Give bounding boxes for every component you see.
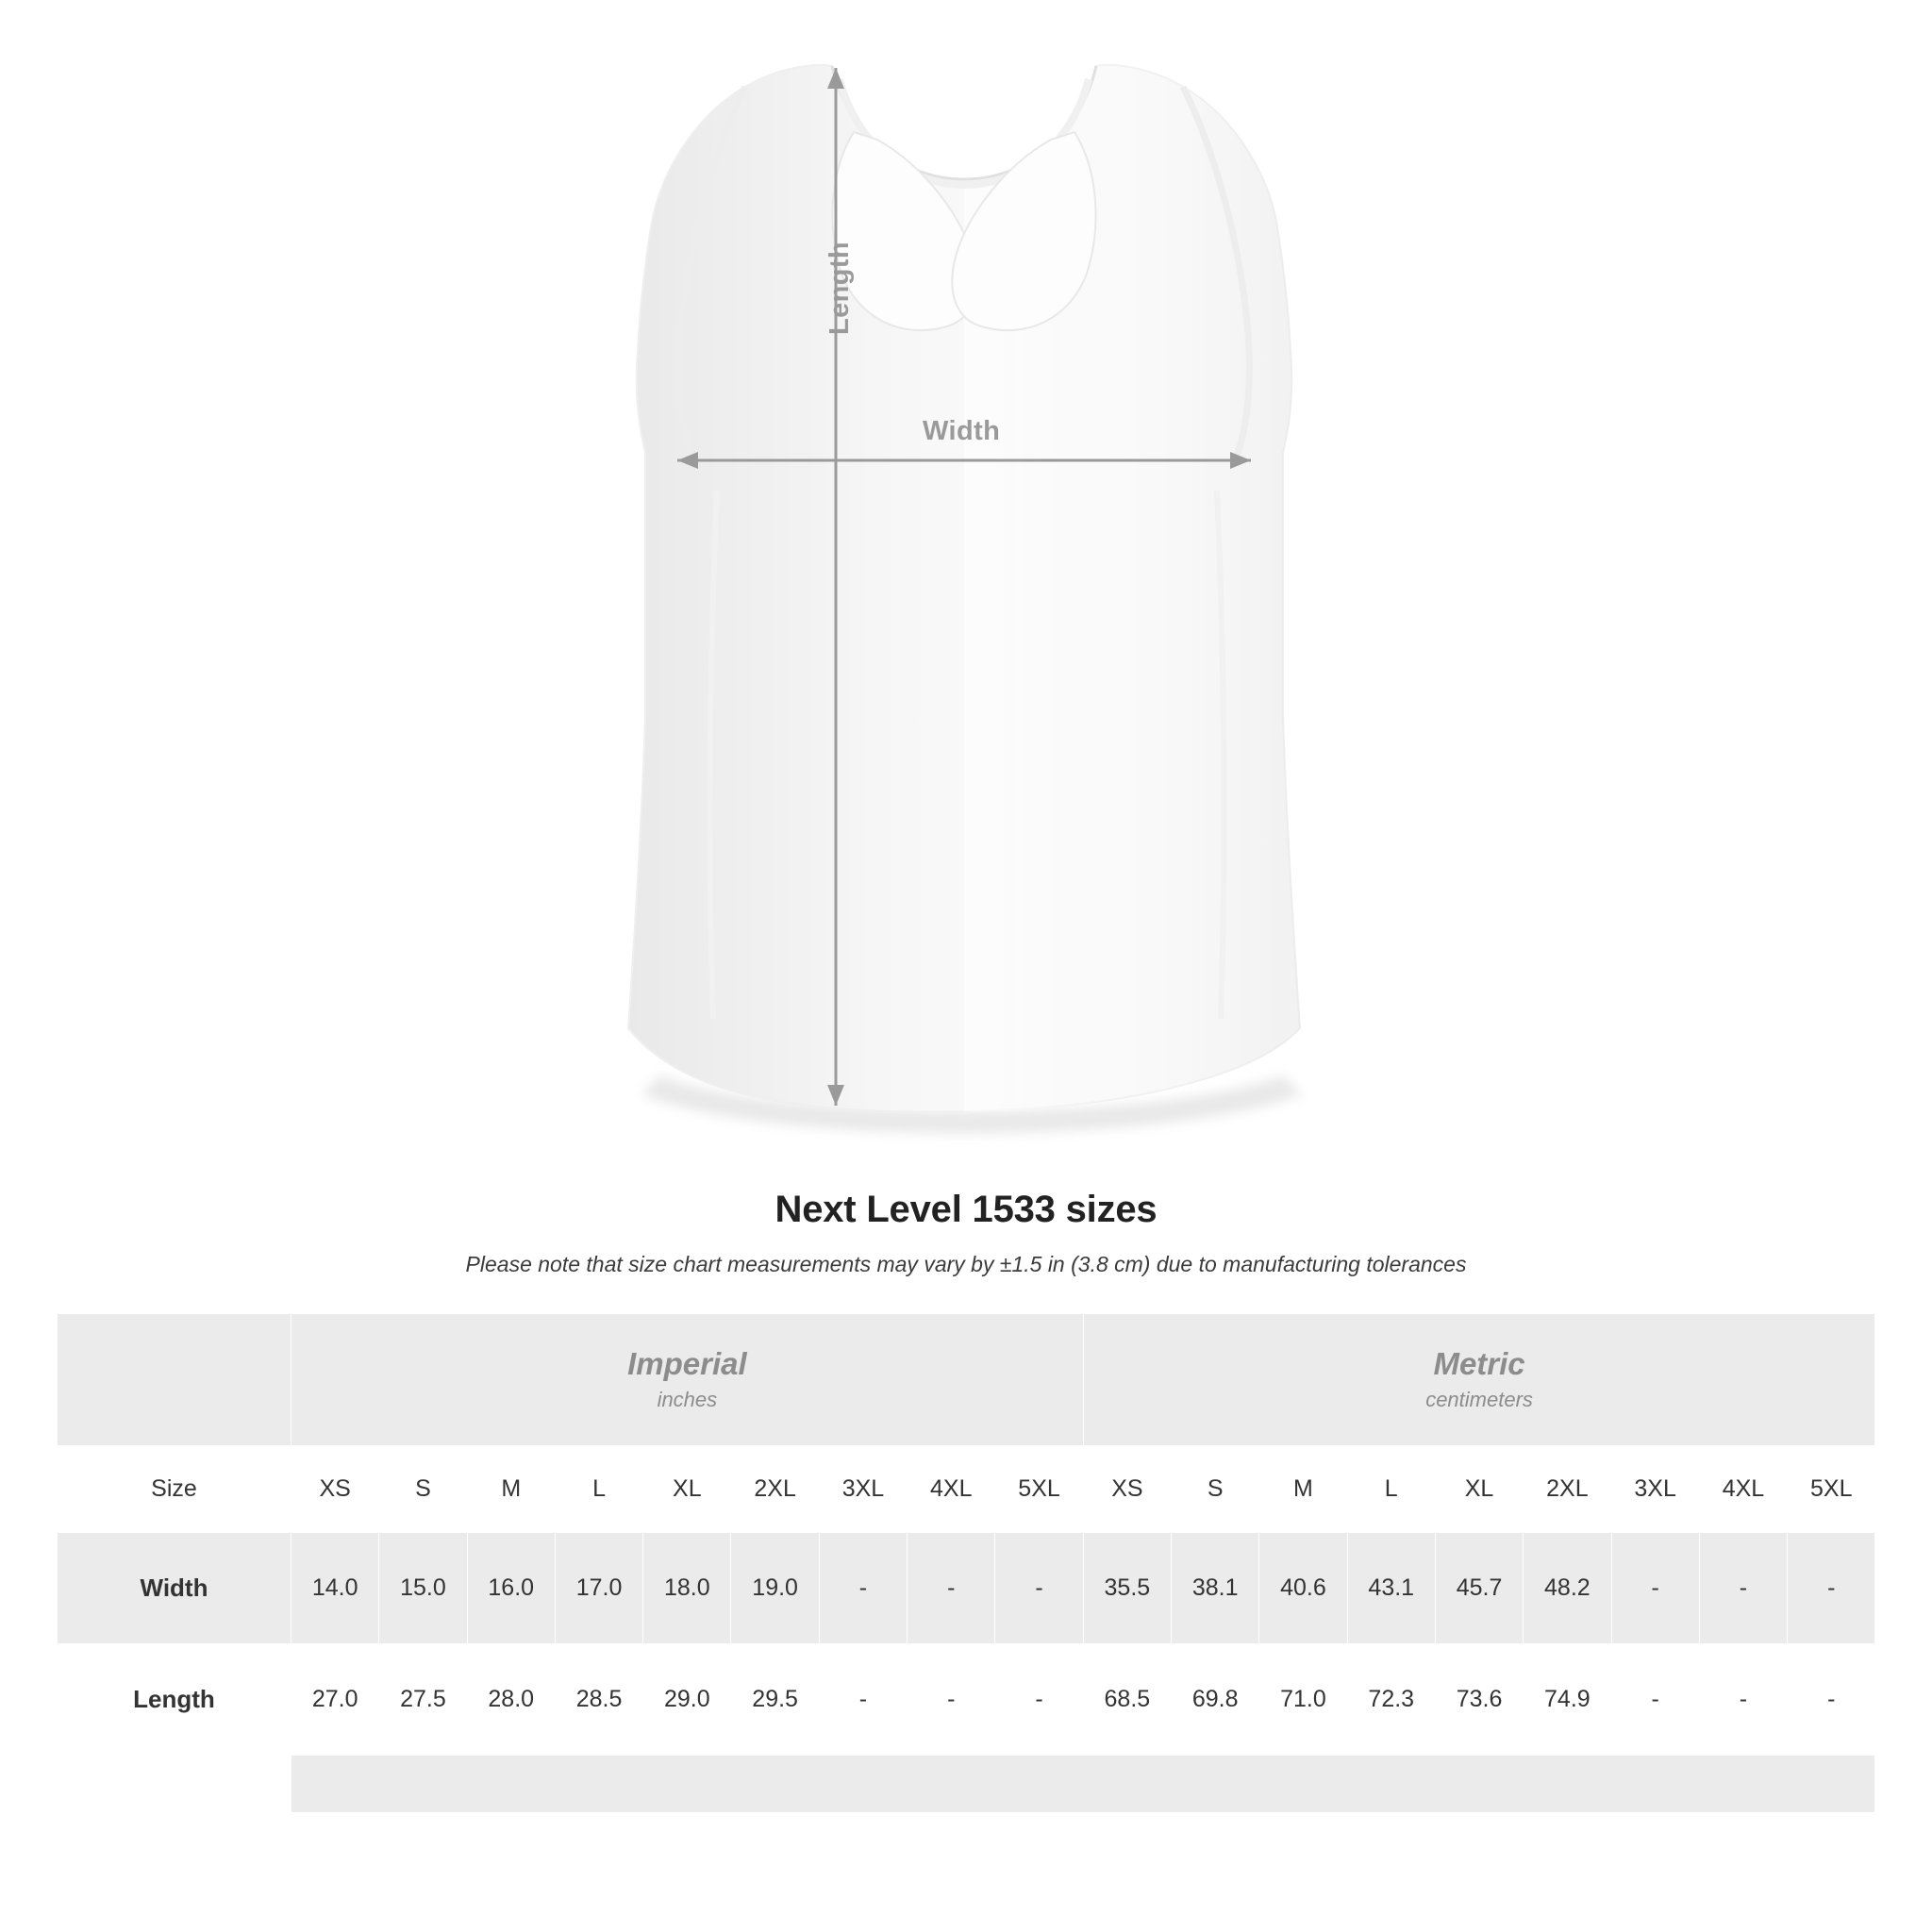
size-table [57,1313,1875,1813]
unit-name-imperial: Imperial [627,1346,747,1382]
table-cell: 28.0 [467,1644,555,1756]
table-cell: - [1699,1644,1787,1756]
table-cell: 35.5 [1083,1533,1171,1644]
width-measure-label: Width [923,416,1001,446]
table-cell: 68.5 [1083,1644,1171,1756]
table-cell: - [1788,1533,1875,1644]
size-column-header: 5XL [1788,1446,1875,1533]
table-row [58,1644,1875,1756]
table-cell: 29.0 [643,1644,731,1756]
size-column-header: 3XL [819,1446,907,1533]
size-column-header: 5XL [995,1446,1083,1533]
size-column-header: XS [1083,1446,1171,1533]
size-column-header: 3XL [1611,1446,1699,1533]
table-cell: 29.5 [731,1644,819,1756]
table-cell: - [819,1533,907,1644]
table-cell: 27.0 [291,1644,379,1756]
table-cell: 43.1 [1347,1533,1435,1644]
size-column-header: L [555,1446,642,1533]
table-cell: - [908,1644,995,1756]
table-footer-spacer [58,1756,1875,1813]
table-cell: - [1699,1533,1787,1644]
size-column-header: 2XL [1524,1446,1611,1533]
table-cell: 15.0 [379,1533,467,1644]
table-cell: - [1611,1644,1699,1756]
table-cell: 17.0 [555,1533,642,1644]
table-cell: - [995,1644,1083,1756]
table-cell: 16.0 [467,1533,555,1644]
table-cell: - [995,1533,1083,1644]
title-block [0,1189,1932,1277]
table-cell: - [1611,1533,1699,1644]
size-column-header: XL [1435,1446,1523,1533]
unit-corner-cell [58,1314,291,1446]
size-column-header: XL [643,1446,731,1533]
size-table-wrapper [57,1313,1875,1813]
table-cell: 69.8 [1172,1644,1259,1756]
table-cell: 19.0 [731,1533,819,1644]
unit-header-imperial [291,1314,1084,1446]
unit-sub-imperial: inches [657,1387,718,1411]
size-column-header: M [467,1446,555,1533]
unit-header-row [58,1314,1875,1446]
size-column-header: 2XL [731,1446,819,1533]
size-column-header: 4XL [908,1446,995,1533]
table-cell: 28.5 [555,1644,642,1756]
table-cell: 14.0 [291,1533,379,1644]
footer-fill-cell [291,1756,1875,1813]
size-column-header: L [1347,1446,1435,1533]
size-column-header: 4XL [1699,1446,1787,1533]
size-column-header: XS [291,1446,379,1533]
table-cell: 74.9 [1524,1644,1611,1756]
size-column-header: S [1172,1446,1259,1533]
table-cell: 18.0 [643,1533,731,1644]
table-cell: 40.6 [1259,1533,1347,1644]
table-cell: - [1788,1644,1875,1756]
table-cell: 48.2 [1524,1533,1611,1644]
row-label-length: Length [58,1644,291,1756]
page-title: Next Level 1533 sizes [774,1189,1158,1230]
row-label-width: Width [58,1533,291,1644]
tolerance-note: Please note that size chart measurements may vary by ±1.5 in (3.8 cm) due to manufacturing tolerances [465,1252,1467,1276]
table-cell: 27.5 [379,1644,467,1756]
table-cell: 71.0 [1259,1644,1347,1756]
table-cell: 73.6 [1435,1644,1523,1756]
size-label-cell: Size [58,1446,291,1533]
table-cell: 72.3 [1347,1644,1435,1756]
length-measure-label: Length [824,241,855,335]
footer-blank-cell [58,1756,291,1813]
table-cell: 45.7 [1435,1533,1523,1644]
table-row [58,1533,1875,1644]
unit-header-metric [1083,1314,1875,1446]
table-cell: 38.1 [1172,1533,1259,1644]
unit-sub-metric: centimeters [1425,1387,1533,1411]
table-cell: - [819,1644,907,1756]
size-header-row [58,1446,1875,1533]
size-column-header: M [1259,1446,1347,1533]
unit-name-metric: Metric [1433,1346,1525,1382]
size-column-header: S [379,1446,467,1533]
table-cell: - [908,1533,995,1644]
